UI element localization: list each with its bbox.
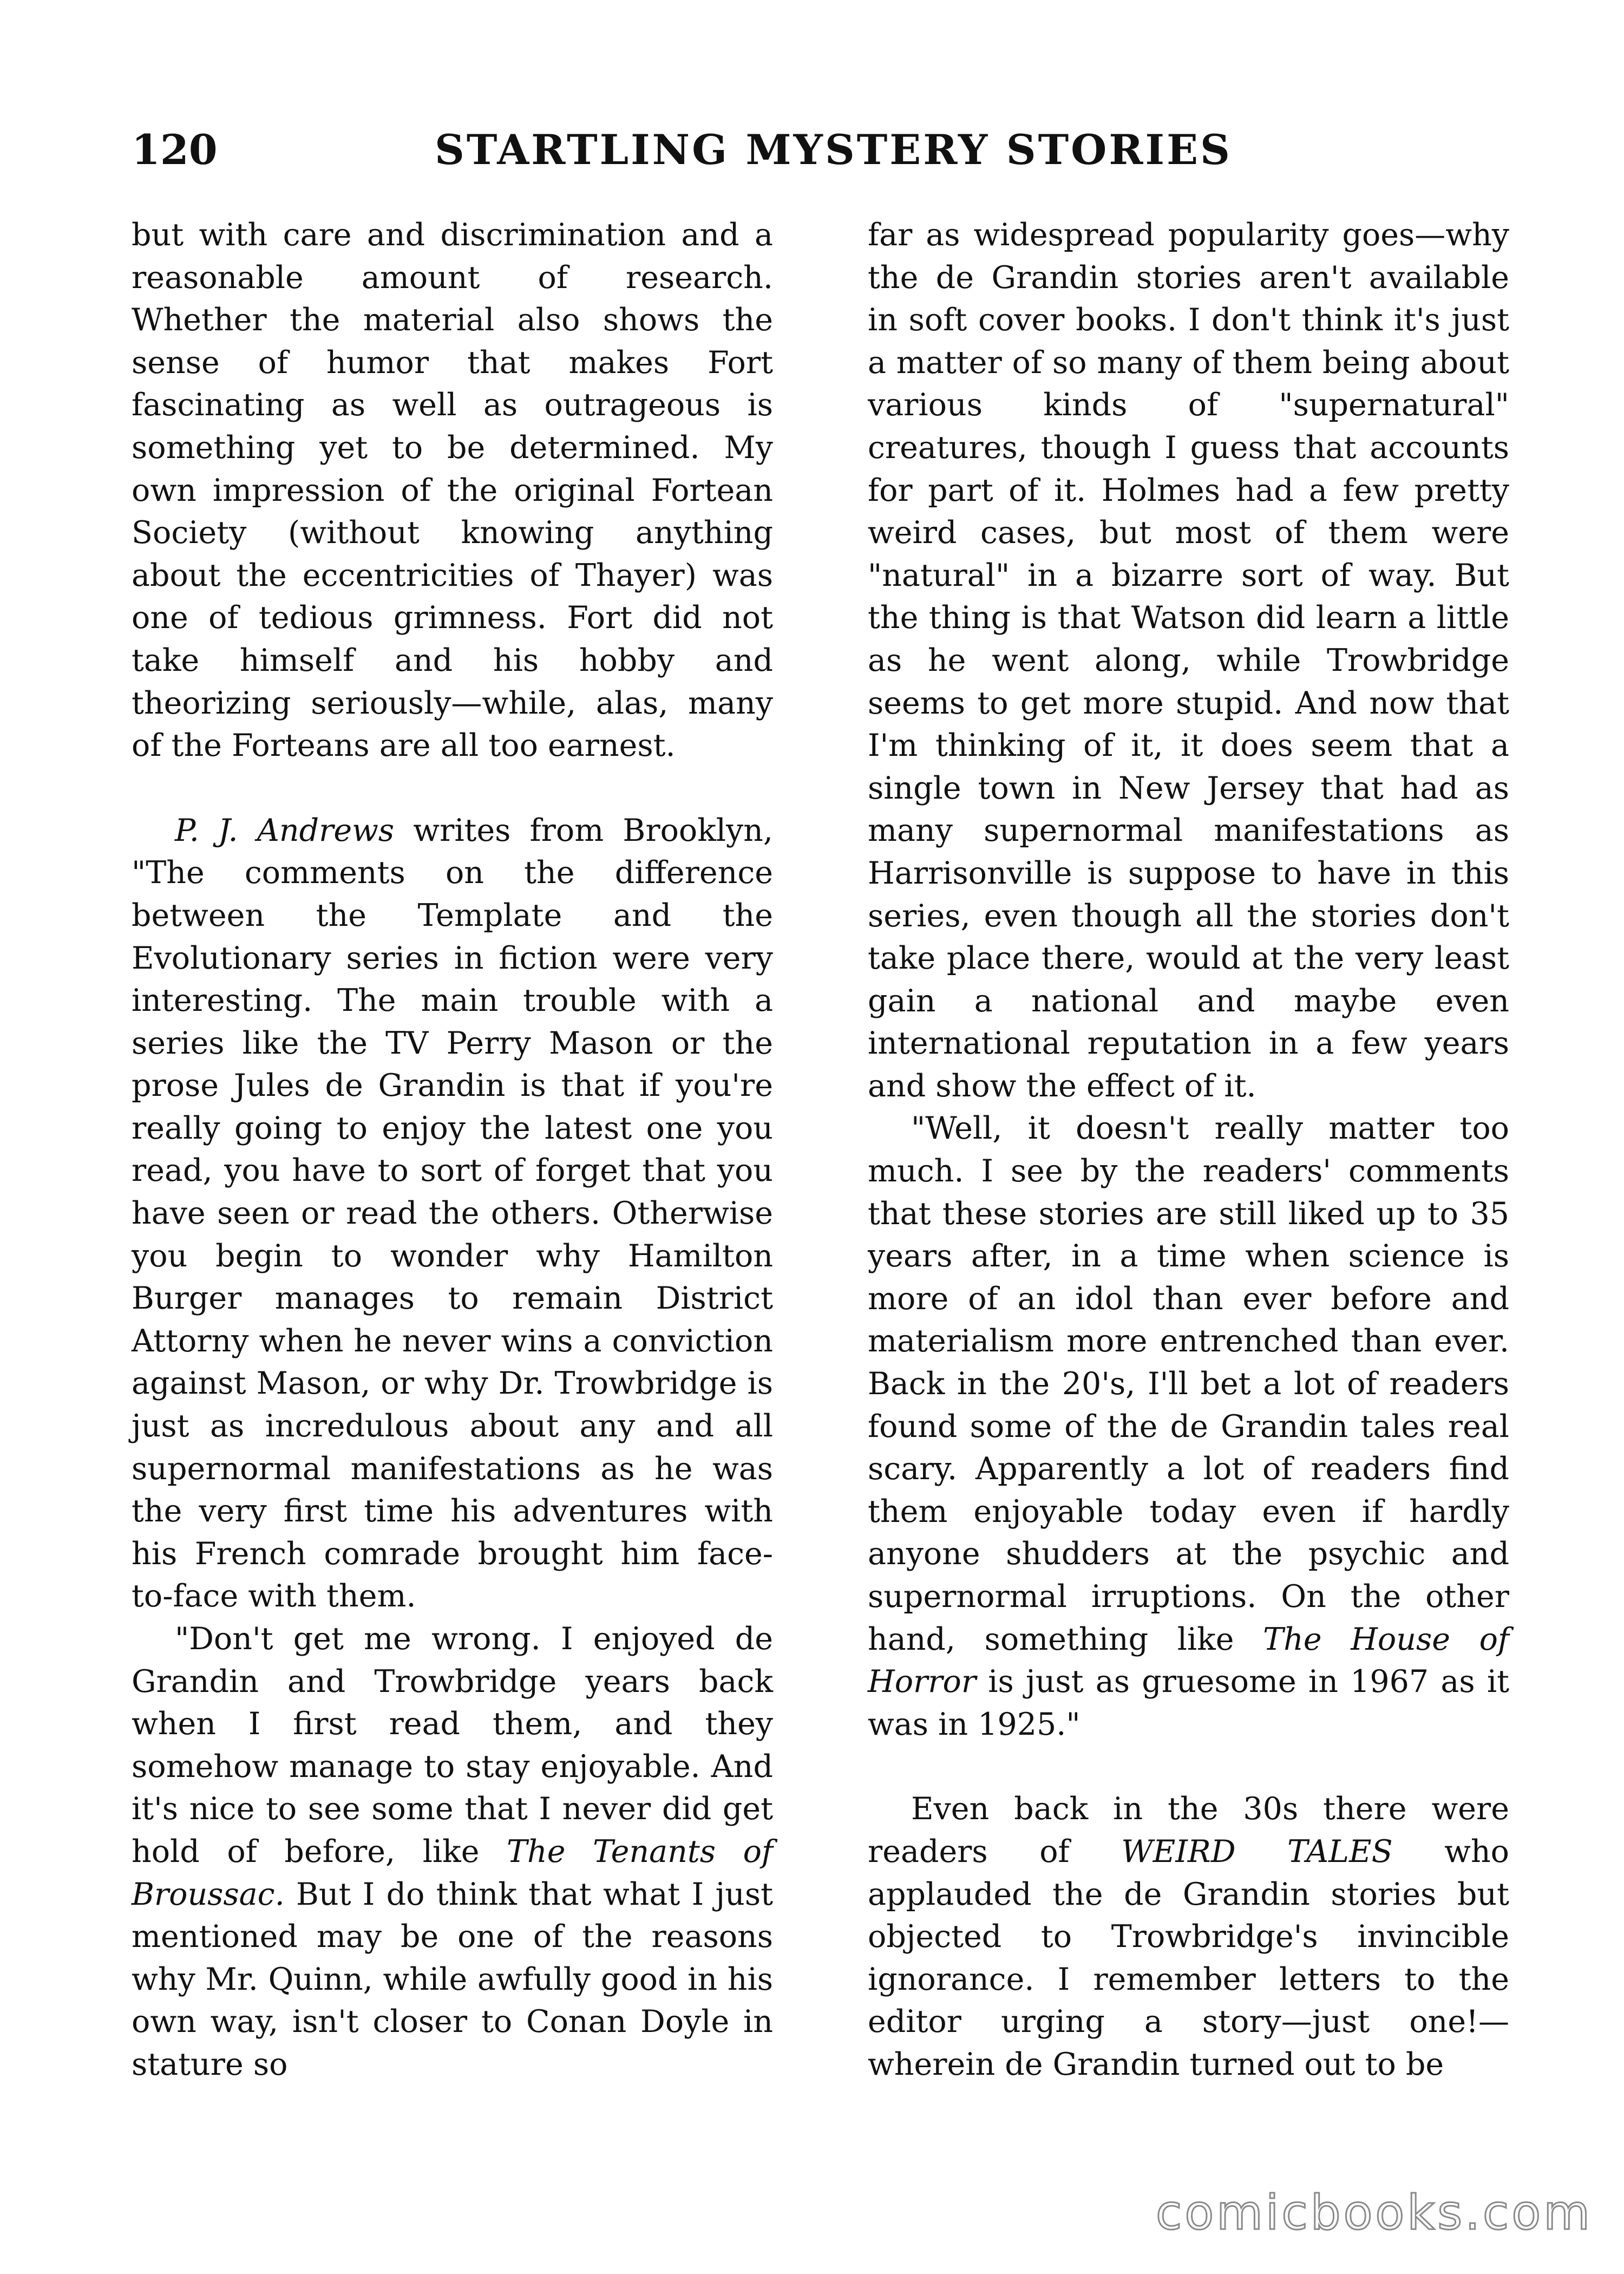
right-column bbox=[868, 214, 1509, 2086]
page-header bbox=[132, 126, 1507, 191]
letter-text: writes from Brooklyn, "The comments on the difference between the Template and the Evolutionary series in fiction were very interesting. The main trouble with a series like the TV Perry Mason or the prose Jules de Grandin is that if you're really going to enjoy the latest one you read, you have to sort of forget that you have seen or read the others. Otherwise you begin to wonder why Hamilton Burger manages to remain District Attorny when he never wins a conviction against Mason, or why Dr. Trowbridge is just as incredulous about any and all supernormal manifestations as he was the very first time his adventures with his French comrade brought him face-to-face with them. bbox=[132, 812, 773, 1615]
paragraph-even-back-in-30s bbox=[868, 1788, 1509, 2086]
paragraph-text: who applauded the de Grandin stories but objected to Trowbridge's invincible ignorance. I remember letters to the editor urging a story—just one!—wherein de Grandin turned out to be bbox=[868, 1833, 1509, 2082]
story-title-tenants: The Tenants of Broussac. bbox=[132, 1833, 773, 1912]
watermark: comicbooks.com bbox=[1155, 2185, 1593, 2240]
paragraph-andrews-letter bbox=[132, 809, 773, 1618]
paragraph-text: Even back in the 30s there were readers of bbox=[868, 1791, 1509, 1870]
paragraph-text: "Well, it doesn't really matter too much. I see by the readers' comments that these stories are still liked up to 35 years after, in a time when science is more of an idol than ever before and materialism more entrenched than ever. Back in the 20's, I'll bet a lot of readers found some of the de Grandin tales real scary. Apparently a lot of readers find them enjoyable today even if hardly anyone shudders at the psychic and supernormal irruptions. On the other hand, something like bbox=[868, 1110, 1509, 1657]
paragraph-popularity: far as widespread popularity goes—why the de Grandin stories aren't available in soft cover books. I don't think it's just a matter of so many of them being about various kinds of "supernatural" creatures, though I guess that accounts for part of it. Holmes had a few pretty weird cases, but most of them were "natural" in a bizarre sort of way. But the thing is that Watson did learn a little as he went along, while Trowbridge seems to get more stupid. And now that I'm thinking of it, it does seem that a single town in New Jersey that had as many supernormal manifestations as Harrisonville is suppose to have in this series, even though all the stories don't take place there, would at the very least gain a national and maybe even international reputation in a few years and show the effect of it. bbox=[868, 217, 1509, 1104]
paragraph-well-it-doesnt-matter bbox=[868, 1107, 1509, 1746]
paragraph-text: But I do think that what I just mentioned may be one of the reasons why Mr. Quinn, while awfully good in his own way, isn't closer to Conan Doyle in stature so bbox=[132, 1876, 773, 2082]
left-column bbox=[132, 214, 773, 2086]
magazine-title: WEIRD TALES bbox=[1121, 1833, 1393, 1870]
letter-author: P. J. Andrews bbox=[175, 812, 395, 848]
running-title: STARTLING MYSTERY STORIES bbox=[435, 126, 1232, 174]
paragraph-dont-get-me-wrong bbox=[132, 1618, 773, 2086]
paragraph-fort-continuation: but with care and discrimination and a reasonable amount of research. Whether the material also shows the sense of humor that makes Fort fascinating as well as outrageous is something yet to be determined. My own impression of the original Fortean Society (without knowing anything about the eccentricities of Thayer) was one of tedious grimness. Fort did not take himself and his hobby and theorizing seriously—while, alas, many of the Forteans are all too earnest. bbox=[132, 217, 773, 764]
paragraph-text: is just as gruesome in 1967 as it was in 1925." bbox=[868, 1664, 1509, 1742]
page-number: 120 bbox=[132, 126, 218, 174]
paragraph-text: "Don't get me wrong. I enjoyed de Grandin and Trowbridge years back when I first read them, and they somehow manage to stay enjoyable. And it's nice to see some that I never did get hold of before, like bbox=[132, 1621, 773, 1870]
story-title-house-of-horror: The House of Horror bbox=[868, 1621, 1509, 1700]
